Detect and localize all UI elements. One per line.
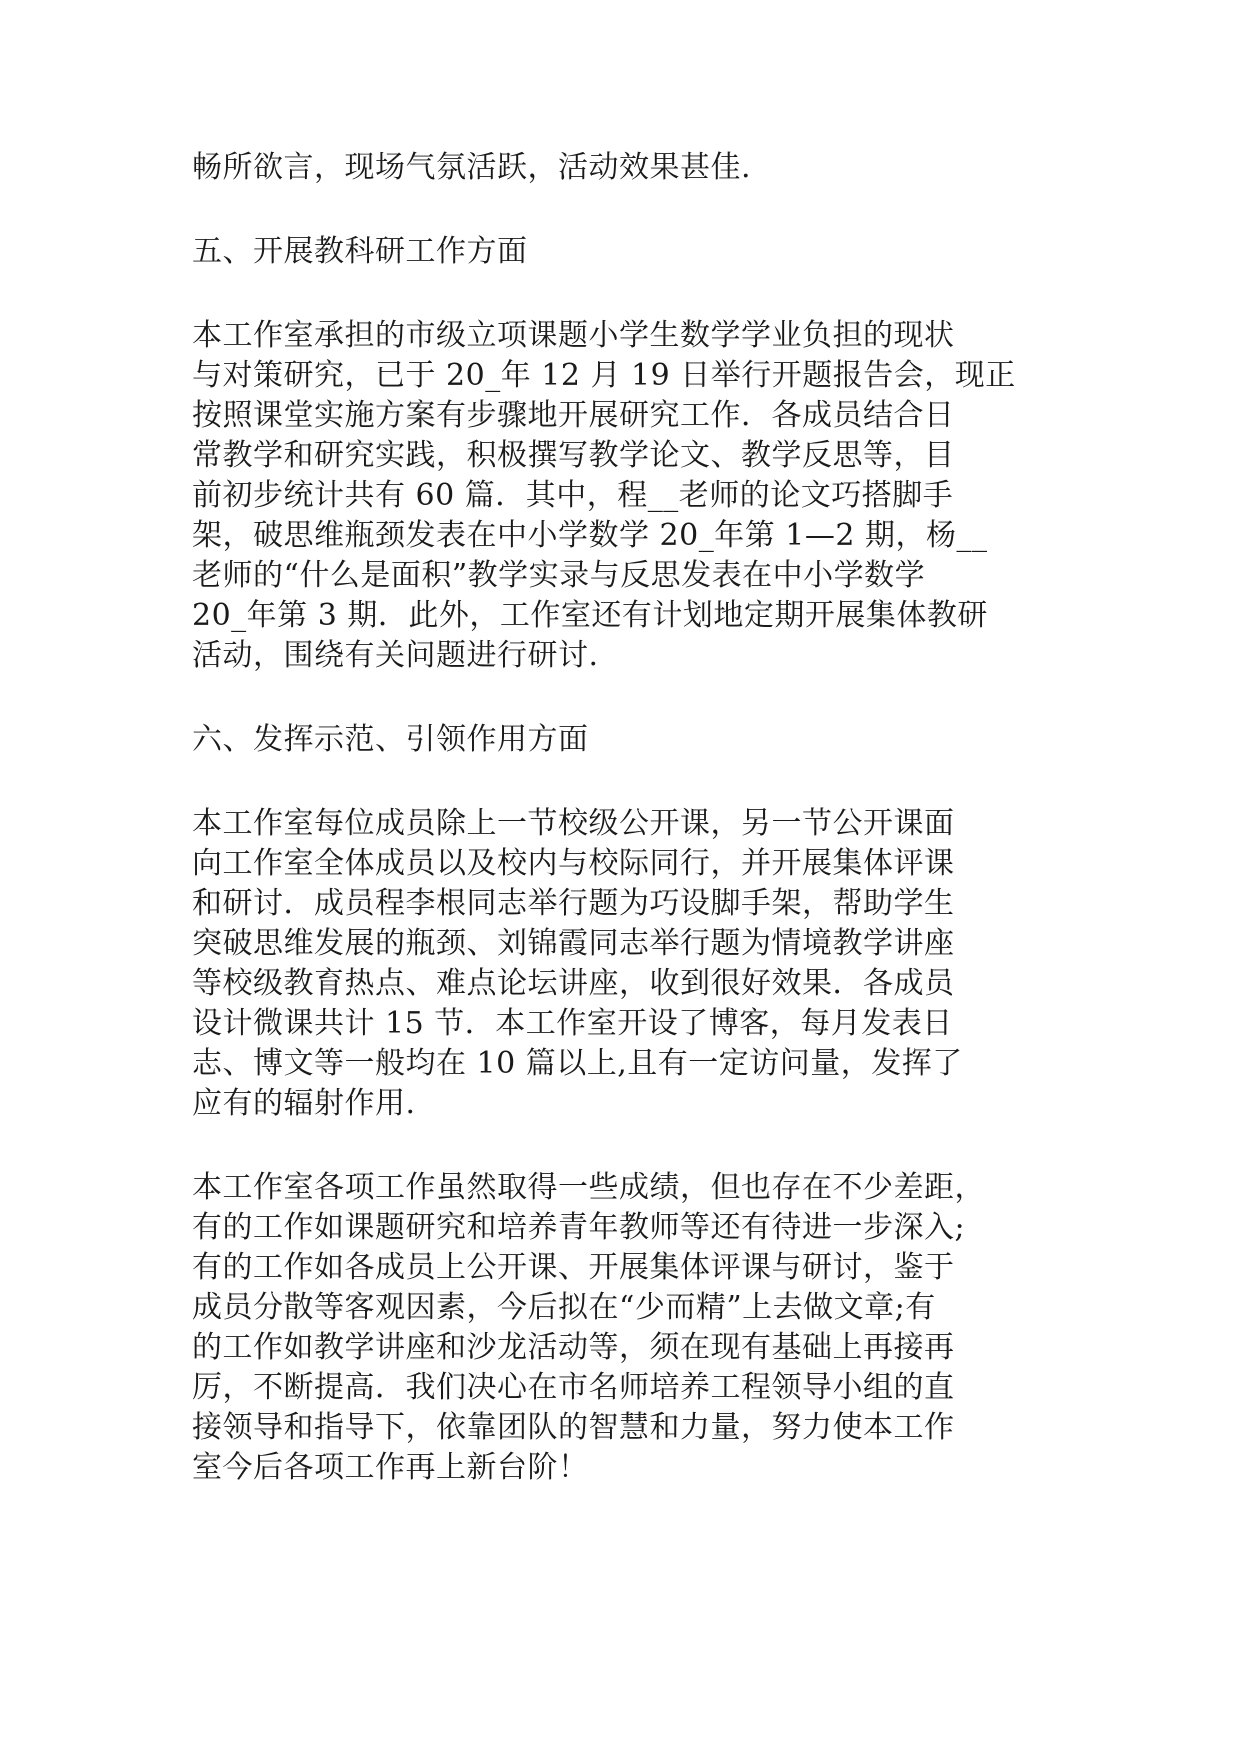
text-line: 成员分散等客观因素，今后拟在“少而精”上去做文章;有 — [192, 1290, 936, 1325]
text-line: 等校级教育热点、难点论坛讲座，收到很好效果．各成员 — [192, 966, 955, 1001]
text-line: 20_年第 3 期．此外，工作室还有计划地定期开展集体教研 — [192, 598, 988, 633]
document-body — [192, 148, 1052, 1488]
text-line: 老师的“什么是面积”教学实录与反思发表在中小学数学 — [192, 558, 926, 593]
text-line: 接领导和指导下，依靠团队的智慧和力量，努力使本工作 — [192, 1410, 955, 1445]
text-line: 突破思维发展的瓶颈、刘锦霞同志举行题为情境教学讲座 — [192, 926, 955, 961]
paragraph-conclusion — [192, 1168, 1052, 1488]
text-line: 厉，不断提高．我们决心在市名师培养工程领导小组的直 — [192, 1370, 955, 1405]
text-line: 本工作室每位成员除上一节校级公开课，另一节公开课面 — [192, 806, 955, 841]
text-line: 本工作室承担的市级立项课题小学生数学学业负担的现状 — [192, 318, 955, 353]
text-line: 的工作如教学讲座和沙龙活动等，须在现有基础上再接再 — [192, 1330, 955, 1365]
text-line: 室今后各项工作再上新台阶！ — [192, 1450, 589, 1485]
section-heading-research — [192, 232, 1052, 272]
paragraph-closing-line — [192, 148, 1052, 188]
paragraph-research — [192, 316, 1052, 676]
text-line: 按照课堂实施方案有步骤地开展研究工作．各成员结合日 — [192, 398, 955, 433]
text-line: 向工作室全体成员以及校内与校际同行，并开展集体评课 — [192, 846, 955, 881]
text-line: 架，破思维瓶颈发表在中小学数学 20_年第 1—2 期，杨__ — [192, 518, 988, 553]
text-line: 有的工作如课题研究和培养青年教师等还有待进一步深入; — [192, 1210, 966, 1245]
heading-text: 五、开展教科研工作方面 — [192, 234, 528, 269]
text-line: 志、博文等一般均在 10 篇以上,且有一定访问量，发挥了 — [192, 1046, 963, 1081]
text-line: 前初步统计共有 60 篇．其中，程__老师的论文巧搭脚手 — [192, 478, 954, 513]
text-line: 常教学和研究实践，积极撰写教学论文、教学反思等，目 — [192, 438, 955, 473]
text-line: 活动，围绕有关问题进行研讨. — [192, 638, 599, 673]
text-line: 本工作室各项工作虽然取得一些成绩，但也存在不少差距， — [192, 1170, 985, 1205]
text-line: 有的工作如各成员上公开课、开展集体评课与研讨，鉴于 — [192, 1250, 955, 1285]
text-line: 设计微课共计 15 节．本工作室开设了博客，每月发表日 — [192, 1006, 953, 1041]
paragraph-demonstration — [192, 804, 1052, 1124]
text-line: 和研讨．成员程李根同志举行题为巧设脚手架，帮助学生 — [192, 886, 955, 921]
text-line: 畅所欲言，现场气氛活跃，活动效果甚佳. — [192, 150, 752, 185]
heading-text: 六、发挥示范、引领作用方面 — [192, 722, 589, 757]
text-line: 与对策研究，已于 20_年 12 月 19 日举行开题报告会，现正 — [192, 358, 1016, 393]
text-line: 应有的辐射作用. — [192, 1086, 416, 1121]
section-heading-demonstration — [192, 720, 1052, 760]
